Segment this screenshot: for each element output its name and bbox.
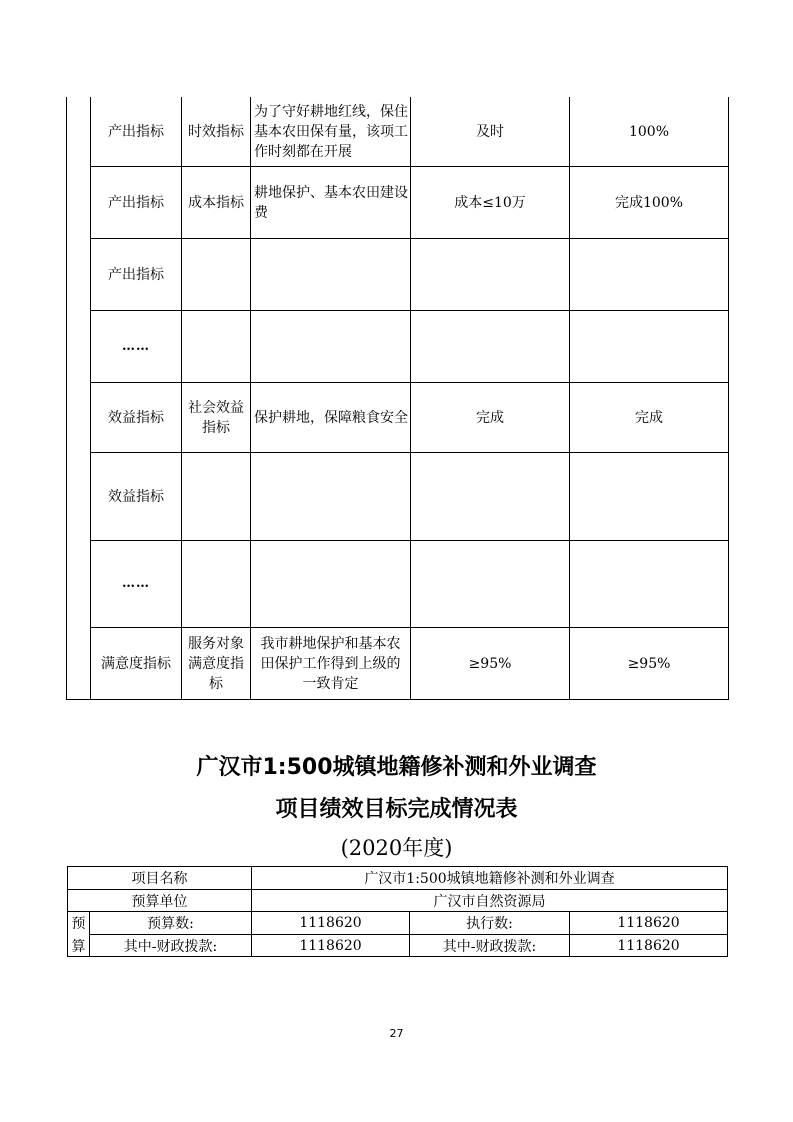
actual-value [570,311,728,382]
indicator-content [251,453,410,540]
target-value [411,239,569,310]
secondary-indicator [182,239,250,310]
table-border [66,97,67,700]
actual-value [570,239,728,310]
table-border [67,956,728,957]
fiscal-allocation-value: 1118620 [617,937,680,954]
budget-amount-label: 预算数: [147,916,194,932]
indicator-content: 为了守好耕地红线，保住基本农田保有量，该项工作时刻都在开展 [254,103,408,160]
secondary-indicator: 时效指标 [188,123,244,140]
fiscal-allocation-value: 1118620 [299,937,362,954]
budget-amount-value: 1118620 [299,915,362,931]
budget-side-label: 算 [71,938,86,955]
secondary-indicator: 成本指标 [188,194,244,211]
secondary-indicator: 服务对象满意度指标 [188,635,244,692]
target-value [411,311,569,382]
primary-indicator: 产出指标 [108,266,164,283]
actual-value: 100% [628,123,670,140]
target-value: 成本≤10万 [454,194,526,211]
primary-indicator: 产出指标 [108,194,164,211]
fiscal-allocation-label: 其中-财政拨款: [442,938,537,955]
actual-value [570,453,728,540]
project-name-label: 项目名称 [131,871,188,887]
indicator-content: 耕地保护、基本农田建设费 [254,184,408,221]
target-value: 完成 [476,409,504,426]
target-value [411,541,569,627]
primary-indicator: 效益指标 [108,409,164,426]
primary-indicator: 产出指标 [108,123,164,140]
table-bottom-border [66,699,729,700]
indicator-content [251,541,410,627]
indicator-content: 我市耕地保护和基本农田保护工作得到上级的一致肯定 [260,635,401,692]
budget-unit-value: 广汉市自然资源局 [433,893,546,910]
executed-label: 执行数: [466,916,513,932]
secondary-indicator: 社会效益指标 [188,399,244,436]
page-number: 27 [389,1027,404,1040]
ellipsis-row-label: …… [122,576,150,591]
primary-indicator: 满意度指标 [101,655,171,672]
budget-side-label: 预 [71,916,86,932]
budget-table [67,866,727,957]
primary-indicator: 效益指标 [108,488,164,505]
actual-value [570,541,728,627]
table-border [728,97,729,700]
fiscal-allocation-label: 其中-财政拨款: [123,938,218,955]
budget-unit-label: 预算单位 [131,893,188,910]
secondary-indicator [182,541,250,627]
table-border [727,866,728,957]
target-value: 及时 [476,123,504,140]
actual-value: 完成100% [614,194,684,211]
actual-value: ≥95% [627,655,671,672]
target-value [411,453,569,540]
report-title-line1: 广汉市1:500城镇地籍修补测和外业调查 [196,755,597,780]
indicator-content: 保护耕地，保障粮食安全 [254,409,408,426]
secondary-indicator [182,453,250,540]
indicator-content [251,239,410,310]
project-name-value: 广汉市1:500城镇地籍修补测和外业调查 [364,871,615,887]
secondary-indicator [182,311,250,382]
executed-value: 1118620 [617,915,680,931]
report-year: (2020年度) [340,836,453,860]
actual-value: 完成 [635,409,663,426]
ellipsis-row-label: …… [122,338,150,354]
report-title-line2: 项目绩效目标完成情况表 [275,797,518,822]
target-value: ≥95% [468,655,512,672]
indicator-content [251,311,410,382]
